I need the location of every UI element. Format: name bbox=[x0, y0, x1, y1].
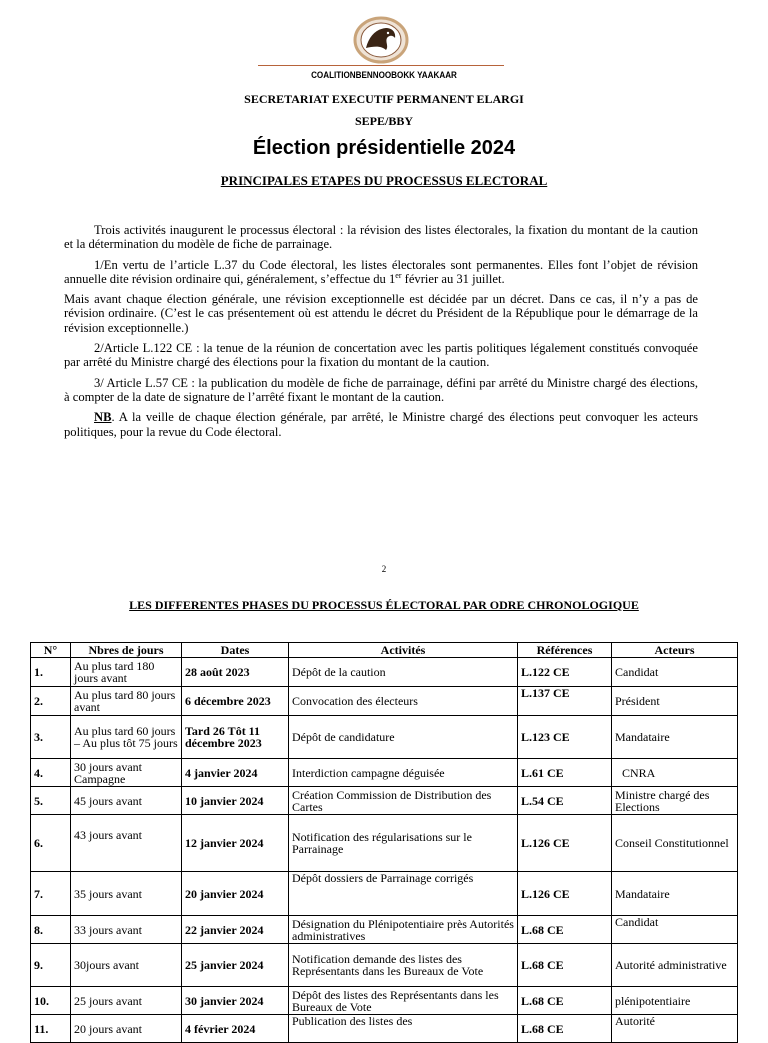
row-number: 3. bbox=[31, 716, 71, 759]
row-date: 10 janvier 2024 bbox=[182, 787, 289, 815]
row-activity: Publication des listes des bbox=[289, 1015, 518, 1043]
row-days: Au plus tard 80 jours avant bbox=[71, 687, 182, 716]
col-header-number: N° bbox=[31, 643, 71, 658]
row-actor: Autorité bbox=[612, 1015, 738, 1043]
row-date: 22 janvier 2024 bbox=[182, 916, 289, 944]
row-date: 28 août 2023 bbox=[182, 658, 289, 687]
intro-section bbox=[64, 223, 698, 445]
coalition-name: COALITIONBENNOOBOKK YAAKAAR bbox=[311, 70, 457, 80]
table-header-row bbox=[31, 643, 738, 658]
revision-paragraph: 1/En vertu de l’article L.37 du Code électoral, les listes électorales sont permanentes. Elles font l’objet de révision annuelle dite révision ordinaire qui, généralement, s’effectue du 1er février au 31 juillet. bbox=[64, 257, 698, 286]
caution-paragraph: 2/Article L.122 CE : la tenue de la réunion de concertation avec les partis politiques légalement constitués convoquée par arrêté du Ministre chargé des élections pour la fixation du montant de la caution. bbox=[64, 341, 698, 370]
row-reference: L.61 CE bbox=[518, 759, 612, 787]
row-date: Tard 26 Tôt 11 décembre 2023 bbox=[182, 716, 289, 759]
row-activity: Création Commission de Distribution des Cartes bbox=[289, 787, 518, 815]
row-actor: Conseil Constitutionnel bbox=[612, 815, 738, 872]
row-number: 2. bbox=[31, 687, 71, 716]
table-row bbox=[31, 716, 738, 759]
row-date: 25 janvier 2024 bbox=[182, 944, 289, 987]
row-reference: L.123 CE bbox=[518, 716, 612, 759]
row-days: 45 jours avant bbox=[71, 787, 182, 815]
row-days: 30jours avant bbox=[71, 944, 182, 987]
row-days: 33 jours avant bbox=[71, 916, 182, 944]
table-row bbox=[31, 1015, 738, 1043]
row-number: 8. bbox=[31, 916, 71, 944]
row-actor: Mandataire bbox=[612, 716, 738, 759]
row-reference: L.126 CE bbox=[518, 872, 612, 916]
col-header-references: Références bbox=[518, 643, 612, 658]
row-activity: Convocation des électeurs bbox=[289, 687, 518, 716]
row-reference: L.68 CE bbox=[518, 1015, 612, 1043]
row-activity: Notification des régularisations sur le Parrainage bbox=[289, 815, 518, 872]
row-activity: Interdiction campagne déguisée bbox=[289, 759, 518, 787]
header-rule bbox=[258, 65, 504, 66]
row-days: Au plus tard 60 jours – Au plus tôt 75 jours bbox=[71, 716, 182, 759]
page-number: 2 bbox=[381, 564, 387, 574]
document-title: Élection présidentielle 2024 bbox=[252, 137, 516, 159]
row-reference: L.68 CE bbox=[518, 944, 612, 987]
row-number: 5. bbox=[31, 787, 71, 815]
row-date: 12 janvier 2024 bbox=[182, 815, 289, 872]
row-actor: Autorité administrative bbox=[612, 944, 738, 987]
row-reference: L.68 CE bbox=[518, 916, 612, 944]
parrainage-paragraph: 3/ Article L.57 CE : la publication du modèle de fiche de parrainage, défini par arrêté du Ministre chargé des élections, à compter de la date de signature de l’arrêté fixant le montant de la caution. bbox=[64, 375, 698, 404]
row-number: 6. bbox=[31, 815, 71, 872]
row-number: 4. bbox=[31, 759, 71, 787]
table-row bbox=[31, 916, 738, 944]
row-date: 4 janvier 2024 bbox=[182, 759, 289, 787]
row-days: 20 jours avant bbox=[71, 1015, 182, 1043]
table-row bbox=[31, 987, 738, 1015]
document-subtitle: PRINCIPALES ETAPES DU PROCESSUS ELECTORAL bbox=[220, 173, 548, 188]
row-actor: Mandataire bbox=[612, 872, 738, 916]
row-actor: Candidat bbox=[612, 916, 738, 944]
row-activity: Dépôt de la caution bbox=[289, 658, 518, 687]
row-activity: Dépôt dossiers de Parrainage corrigés bbox=[289, 872, 518, 916]
row-reference: L.137 CE bbox=[518, 687, 612, 716]
phases-table bbox=[30, 642, 738, 1043]
row-date: 4 février 2024 bbox=[182, 1015, 289, 1043]
table-row bbox=[31, 815, 738, 872]
bby-logo bbox=[338, 16, 424, 64]
row-activity: Dépôt des listes des Représentants dans les Bureaux de Vote bbox=[289, 987, 518, 1015]
secretariat-title: SECRETARIAT EXECUTIF PERMANENT ELARGI bbox=[244, 92, 524, 106]
row-date: 6 décembre 2023 bbox=[182, 687, 289, 716]
row-actor: Candidat bbox=[612, 658, 738, 687]
row-actor: Ministre chargé des Elections bbox=[612, 787, 738, 815]
row-activity: Notification demande des listes des Représentants dans les Bureaux de Vote bbox=[289, 944, 518, 987]
row-actor: plénipotentiaire bbox=[612, 987, 738, 1015]
table-row bbox=[31, 944, 738, 987]
row-date: 30 janvier 2024 bbox=[182, 987, 289, 1015]
col-header-activities: Activités bbox=[289, 643, 518, 658]
row-actor: Président bbox=[612, 687, 738, 716]
table-row bbox=[31, 787, 738, 815]
row-number: 11. bbox=[31, 1015, 71, 1043]
row-reference: L.126 CE bbox=[518, 815, 612, 872]
row-days: Au plus tard 180 jours avant bbox=[71, 658, 182, 687]
row-number: 1. bbox=[31, 658, 71, 687]
row-activity: Dépôt de candidature bbox=[289, 716, 518, 759]
row-days: 35 jours avant bbox=[71, 872, 182, 916]
table-row bbox=[31, 687, 738, 716]
row-days: 25 jours avant bbox=[71, 987, 182, 1015]
row-actor: CNRA bbox=[612, 759, 738, 787]
row-number: 10. bbox=[31, 987, 71, 1015]
exceptional-revision-paragraph: Mais avant chaque élection générale, une révision exceptionnelle est décidée par un décret. Dans ce cas, il n’y a pas de révision ordinaire. (C’est le cas présentement où est attendu le décret du Président de la République pour le démarrage de la révision exceptionnelle.) bbox=[64, 292, 698, 335]
row-days: 30 jours avant Campagne bbox=[71, 759, 182, 787]
phases-title: LES DIFFERENTES PHASES DU PROCESSUS ÉLECTORAL PAR ODRE CHRONOLOGIQUE bbox=[129, 598, 639, 612]
nb-label: NB bbox=[94, 410, 112, 425]
acronym: SEPE/BBY bbox=[354, 114, 414, 128]
col-header-dates: Dates bbox=[182, 643, 289, 658]
intro-paragraph: Trois activités inaugurent le processus électoral : la révision des listes électorales, la fixation du montant de la caution et la détermination du modèle de fiche de parrainage. bbox=[64, 223, 698, 252]
nb-paragraph: NB. A la veille de chaque élection générale, par arrêté, le Ministre chargé des élections peut convoquer les acteurs politiques, pour la revue du Code électoral. bbox=[64, 410, 698, 439]
row-number: 9. bbox=[31, 944, 71, 987]
table-row bbox=[31, 759, 738, 787]
row-activity: Désignation du Plénipotentiaire près Autorités administratives bbox=[289, 916, 518, 944]
row-number: 7. bbox=[31, 872, 71, 916]
table-row bbox=[31, 658, 738, 687]
row-date: 20 janvier 2024 bbox=[182, 872, 289, 916]
row-reference: L.54 CE bbox=[518, 787, 612, 815]
col-header-actors: Acteurs bbox=[612, 643, 738, 658]
row-days: 43 jours avant bbox=[71, 815, 182, 872]
row-reference: L.68 CE bbox=[518, 987, 612, 1015]
table-row bbox=[31, 872, 738, 916]
col-header-days: Nbres de jours bbox=[71, 643, 182, 658]
row-reference: L.122 CE bbox=[518, 658, 612, 687]
